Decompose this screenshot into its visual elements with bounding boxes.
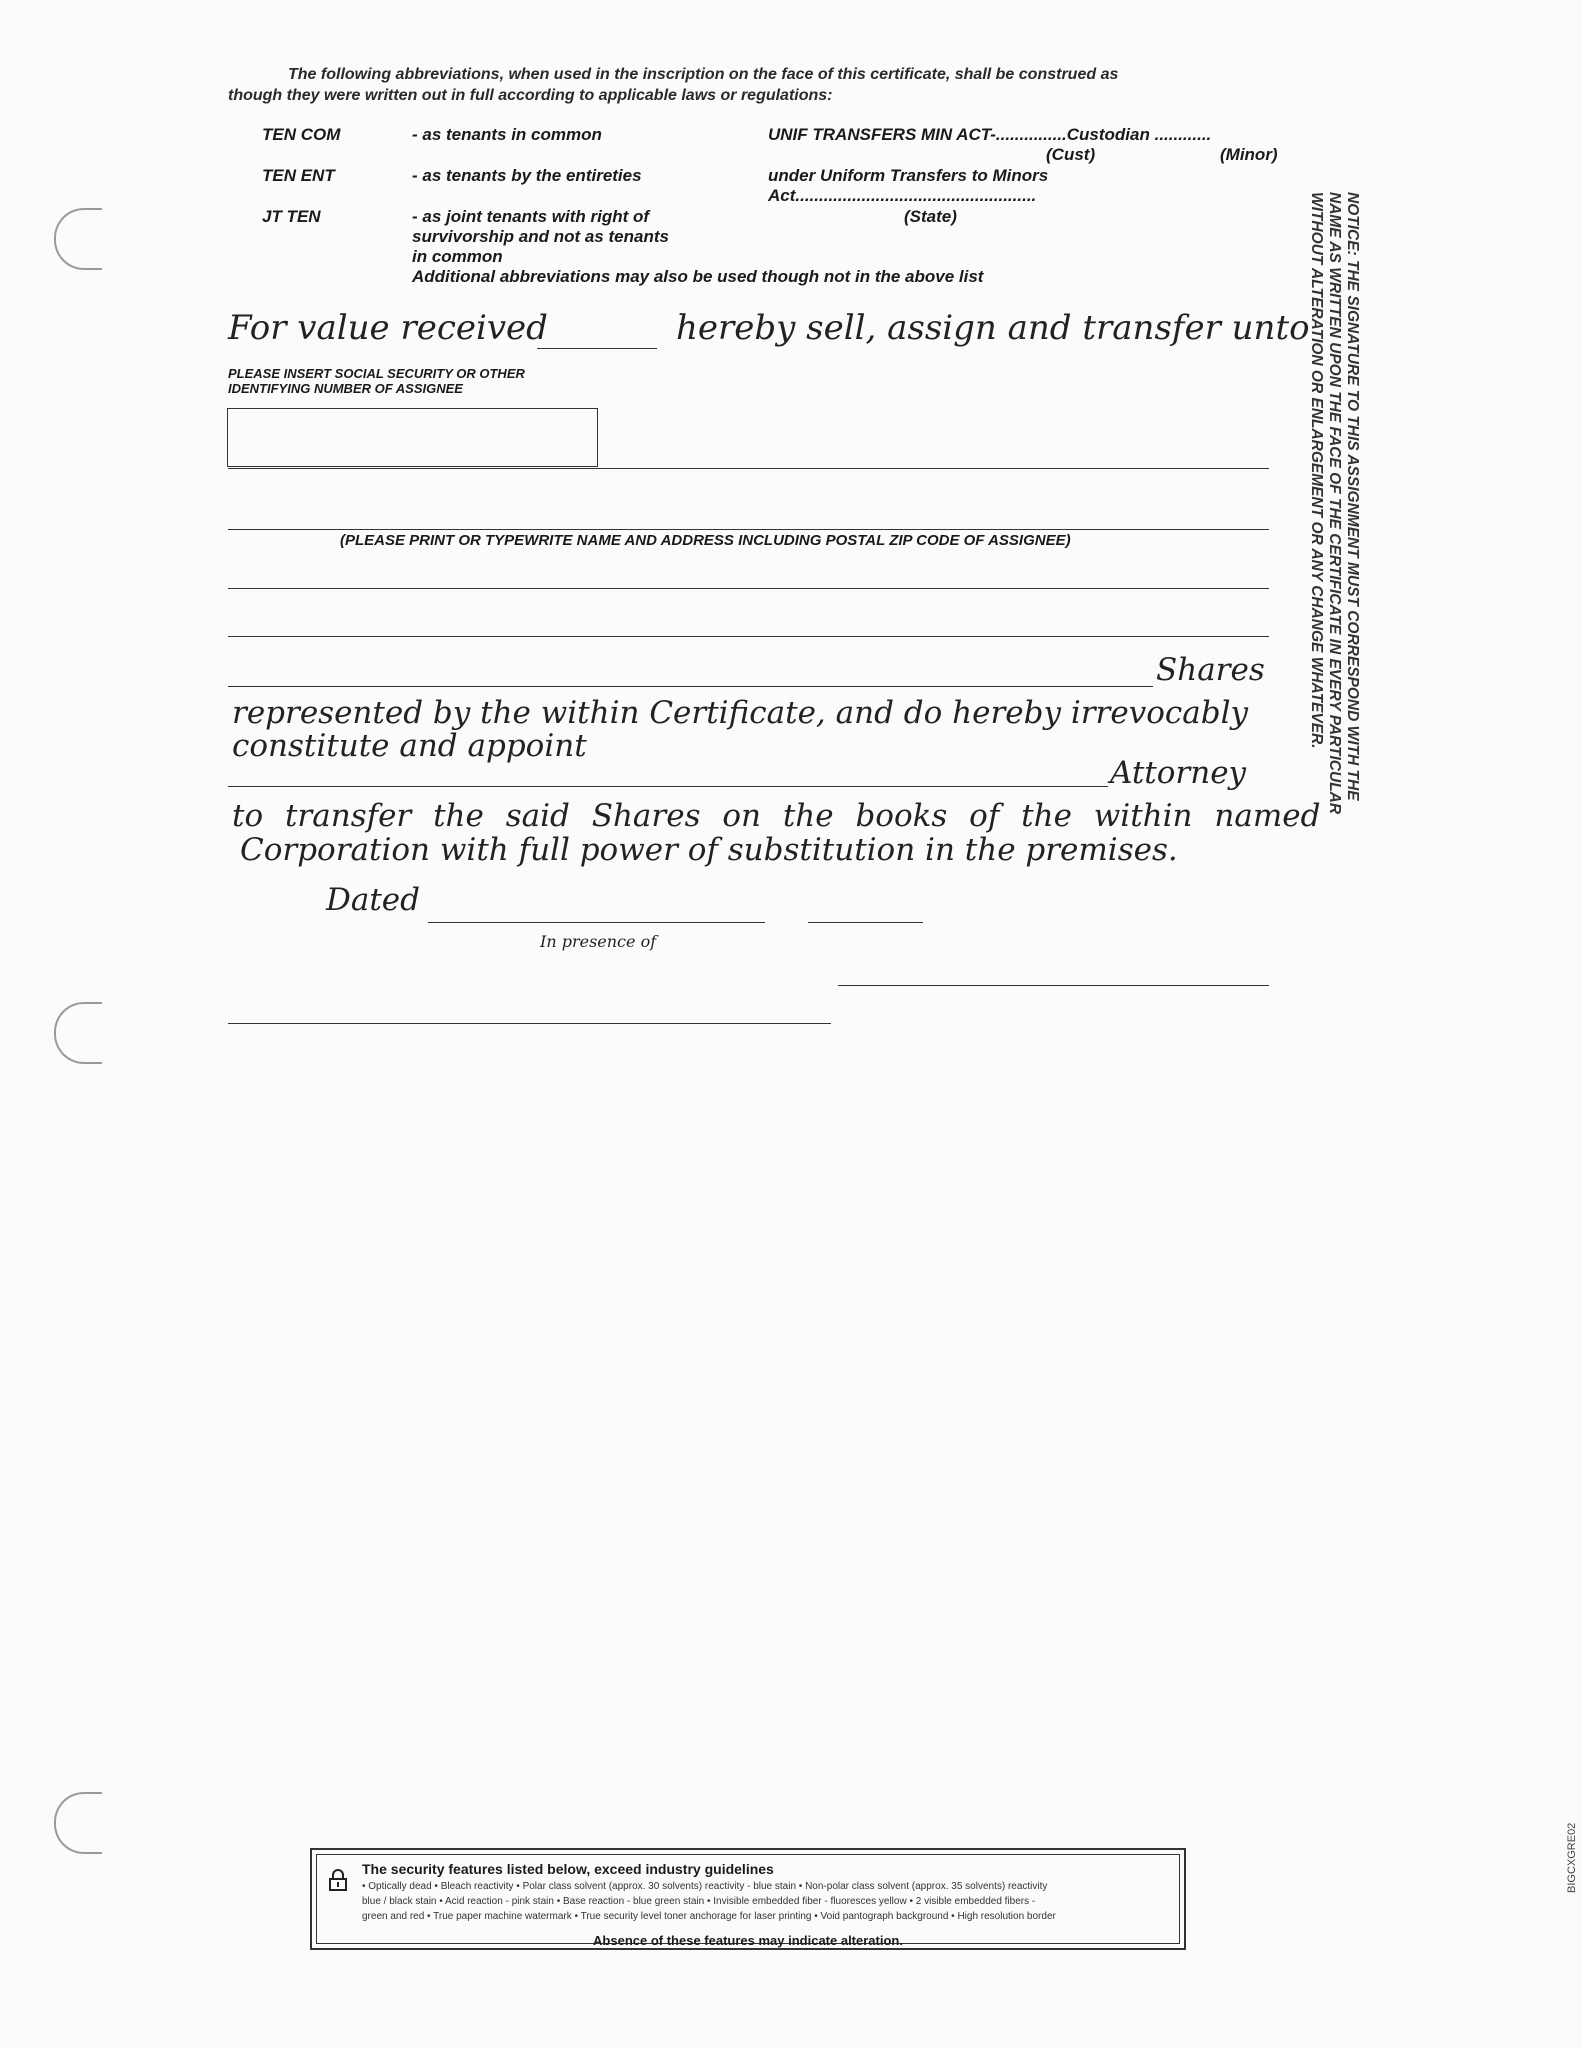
shares-line[interactable] xyxy=(228,686,1153,687)
unif-transfers-line-1: UNIF TRANSFERS MIN ACT-...............Custodian ............ xyxy=(768,125,1212,144)
security-features-box xyxy=(310,1848,1186,1950)
dated-label: Dated xyxy=(326,882,420,918)
abbr-value-jt-ten xyxy=(412,207,983,287)
dated-line[interactable] xyxy=(428,922,765,923)
punch-hole-bottom xyxy=(54,1792,102,1854)
notice-line-2: NAME AS WRITTEN UPON THE FACE OF THE CERTIFICATE IN EVERY PARTICULAR xyxy=(1326,192,1343,815)
security-footer: Absence of these features may indicate alteration. xyxy=(593,1933,903,1948)
jt-ten-line-3: in common xyxy=(412,247,503,266)
abbr-value-ten-com: - as tenants in common xyxy=(412,125,602,144)
constitute-text: constitute and appoint xyxy=(232,728,587,764)
abbr-key-ten-ent: TEN ENT xyxy=(262,166,335,185)
witness-line[interactable] xyxy=(228,1023,831,1024)
insert-ssn-label xyxy=(228,366,525,396)
for-value-received: For value received xyxy=(228,308,548,348)
punch-hole-middle xyxy=(54,1002,102,1064)
form-code-text: BIGCXGRE02 xyxy=(1566,1822,1578,1893)
security-line-3: green and red • True paper machine watermark • True security level toner anchorage for laser printing • Void pantograph background • High resolution border xyxy=(362,1911,1056,1922)
unif-transfers-line-3: Act................................................... xyxy=(768,186,1037,205)
attorney-line[interactable] xyxy=(228,786,1108,787)
shares-label: Shares xyxy=(1156,652,1265,688)
security-line-2: blue / black stain • Acid reaction - pink stain • Base reaction - blue green stain • Invisible embedded fiber - fluoresces yellow • 2 visible embedded fibers - xyxy=(362,1896,1036,1907)
abbr-value-ten-ent: - as tenants by the entireties xyxy=(412,166,642,185)
unif-transfers-line-2: under Uniform Transfers to Minors xyxy=(768,166,1049,185)
signature-line[interactable] xyxy=(838,985,1269,986)
unif-minor-label: (Minor) xyxy=(1220,145,1278,164)
dated-year-line[interactable] xyxy=(808,922,923,923)
assignee-line-1[interactable] xyxy=(228,468,1269,469)
hereby-sell-assign: hereby sell, assign and transfer unto xyxy=(676,308,1310,348)
jt-ten-line-1: - as joint tenants with right of xyxy=(412,207,650,226)
intro-line-2: though they were written out in full according to applicable laws or regulations: xyxy=(228,87,833,104)
lock-icon xyxy=(328,1869,348,1891)
unif-cust-label: (Cust) xyxy=(1046,145,1096,164)
print-name-label: (PLEASE PRINT OR TYPEWRITE NAME AND ADDRESS INCLUDING POSTAL ZIP CODE OF ASSIGNEE) xyxy=(340,532,1071,549)
in-presence-of: In presence of xyxy=(540,932,657,951)
security-line-1: • Optically dead • Bleach reactivity • Polar class solvent (approx. 30 solvents) reactivity - blue stain • Non-polar class solvent (approx. 35 solvents) reactivity xyxy=(362,1881,1048,1892)
notice-line-3: WITHOUT ALTERATION OR ENLARGEMENT OR ANY CHANGE WHATEVER. xyxy=(1308,192,1325,749)
notice-line-1: NOTICE: THE SIGNATURE TO THIS ASSIGNMENT MUST CORRESPOND WITH THE xyxy=(1344,192,1361,801)
insert-ssn-line-2: IDENTIFYING NUMBER OF ASSIGNEE xyxy=(228,381,463,396)
jt-ten-line-2: survivorship and not as tenants xyxy=(412,227,669,246)
assignee-line-3[interactable] xyxy=(228,588,1269,589)
additional-abbreviations: Additional abbreviations may also be used though not in the above list xyxy=(412,267,984,286)
attorney-label: Attorney xyxy=(1110,755,1247,791)
value-blank-line[interactable] xyxy=(537,348,657,349)
assignee-line-2[interactable] xyxy=(228,529,1269,530)
intro-line-1: The following abbreviations, when used in the inscription on the face of this certificate, shall be construed as xyxy=(288,66,1119,83)
abbr-key-jt-ten: JT TEN xyxy=(262,207,321,226)
punch-hole-top xyxy=(54,208,102,270)
intro-text xyxy=(228,64,1268,106)
represented-text: represented by the within Certificate, and do hereby irrevocably xyxy=(232,695,1249,731)
security-feature-list xyxy=(362,1879,1182,1924)
ssn-input-box[interactable] xyxy=(227,408,598,467)
security-title: The security features listed below, exceed industry guidelines xyxy=(362,1861,774,1877)
unif-state-label: (State) xyxy=(904,207,957,226)
insert-ssn-line-1: PLEASE INSERT SOCIAL SECURITY OR OTHER xyxy=(228,366,525,381)
corporation-text: Corporation with full power of substitution in the premises. xyxy=(240,832,1178,868)
assignee-line-4[interactable] xyxy=(228,636,1269,637)
abbr-key-ten-com: TEN COM xyxy=(262,125,341,144)
to-transfer-text: to transfer the said Shares on the books of the within named xyxy=(232,798,1321,834)
